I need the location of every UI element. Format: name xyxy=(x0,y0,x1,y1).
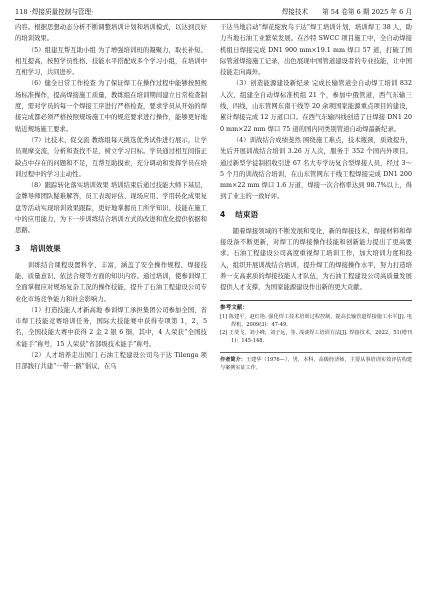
right-column xyxy=(220,22,412,372)
references xyxy=(220,300,412,346)
section-number-4: 4 xyxy=(220,209,226,219)
section-heading-3 xyxy=(15,243,207,254)
right-para-2: （3）创造能源建设新纪录 完成长输管道全自动焊工培训 832 人次，组建全自动焊标准机组 21 个，参加中俄管道，西气东输三线，四线，山东管网东南干线等 20 余项国家能源重点项目的建设，累计焊接完成 12 万道口口。在西气东输四线创造了日焊接 DN1 200 mm×22 mm 焊口 75 道的国内同类别管道自动焊最新纪录。 xyxy=(220,80,412,133)
author-bio-label: 作者简介： xyxy=(220,356,246,363)
right-para-3: （4）训战结合成绩斐然 围绕施工难点，技术瓶颈，质效提升，先后开展训战结合培训 3.26 万人次，服务于 352 个国内外项目。通过新型学徒制招收引进 67 名大专学历复合型焊接人员，经过 3～5 个月的训战结合培训，在山东管网东干线工程焊接完成 DN1 200 mm×22 mm 焊口 1.6 万道，焊接一次合格率达到 98.7%以上，得到了业主的一致好评。 xyxy=(220,136,412,201)
section-title-4: 结束语 xyxy=(235,209,259,219)
left-para-7: （1）打造技能人才新高地 参训焊工承担集团公司参加全国、省市焊工技能竞赛培训任务，国际大技能赛中获得专项第 1，2，5 名，全国技能大赛中获得 2 金 2 银 6 铜，其中，4 人荣获“全国技术能手”称号，15 人荣获“省部级技术能手”称号。 xyxy=(15,306,207,348)
references-title: 参考文献： xyxy=(220,304,248,311)
left-para-4: （7）比技术、促交流 教练组每天挑选优秀试件进行展示，让学员观摩交流，分析和查找不足，树立学习目标。学员通过相互间指正缺点中存在的问题和不足，互帮互助摸索，充分调动和发挥学员在培训过程中的学习主动性。 xyxy=(15,136,207,178)
left-column xyxy=(15,22,207,373)
left-para-2: （5）组建互帮互助小组 为了增强培训班的凝聚力，取长补短、相互提高，按照学员性格、技能水平搭配成多个学习小组，在培训中互相学习，共同进步。 xyxy=(15,46,207,77)
right-para-1: 干达当地启动“焊花绽放乌干达”焊工培训计划，培训焊工 38 人，助力当地石油工业繁荣发展。在沙特 SWCC 项目施工中，全自动焊接机组日焊接完成 DN1 900 mm×19.1 mm 焊口 57 道，打破了国际管道焊接施工记录，出色展现中国管道建设者的专业技能，让中国技能走向海外。 xyxy=(220,24,412,77)
left-para-5: （8）跟踪转化落实培训效果 培训结束后通过技能大师下基层，金牌导师团队疑难解答，员工表现评估、现场应用、学用转化成果复盘等活动实现培训效果跟踪，更好地掌握员工所学知识、技能在施工中的应用能力，为下一步训练结合培训方式的改进和优化提供依据和思路。 xyxy=(15,182,207,235)
section-number-3: 3 xyxy=(15,243,21,253)
right-para-4: 随着焊接领域的不断发展和变化，新的焊接技术、焊接材料和焊接设备不断更新，对焊工的焊接操作技能和创新能力提出了更高要求。石油工程建设公司高度重视焊工培训工作，加大培训力度和投入，组织开展训战结合培训，提升焊工的焊接操作水平，努力打造培养一支高素质的焊接技能人才队伍，为石油工程建设公司高质量发展提供人才支撑，为国家能源建设作出新的更大贡献。 xyxy=(220,227,412,292)
reference-item-2: [2] 王斐飞，刘小峰，刘子远，等. 浅谈焊工培训方法[J]. 焊接技术，2022，51(增刊 1)：145-148. xyxy=(220,330,412,345)
header-rule xyxy=(15,19,412,20)
header-issue: 第 54 卷第 6 期 2025 年 6 月 xyxy=(322,8,412,16)
left-para-6: 训练结合课程设置科学、丰富，涵盖了安全操作规程、焊接技能、质量意识、依法合规等方面的知识内容。通过培训，使参训焊工全面掌握应对规场复杂工况的操作技能，提升了石油工程建设公司专业化市场竞争能力和社会影响力。 xyxy=(15,261,207,303)
left-para-3: （6）健全日常工作检查 为了保证焊工在操作过程中能够按照规场标准操作，提高焊接施工质量，教练组在培训期间建立日常检查制度，需对学员的每一个焊接工序进行严格检查，要求学员从开始的焊接完成都必须严格按照规场施工中的规范要求进行操作，能够更好地贴近规场施工要求。 xyxy=(15,80,207,133)
header-journal-name: 焊接技术 xyxy=(281,8,309,16)
section-title-3: 培训效果 xyxy=(30,243,61,253)
left-para-1: 内容。根据思想动态分析不断调整培训计划和培训模式，以达到良好的培训效果。 xyxy=(15,24,207,43)
author-bio-text: 王建华（1976—），男，本科，高级经济师，主要从事培训实效评估构建与案例实证工作。 xyxy=(220,356,412,372)
header-journal-info xyxy=(282,7,412,17)
left-para-8: （2）人才培养走出国门 石油工程建设公司乌干达 Tilenga 项目部践行共建“一带一路”倡议，在乌 xyxy=(15,352,207,371)
section-heading-4 xyxy=(220,209,412,220)
running-header xyxy=(15,7,412,17)
reference-item-1: [1] 陈建平，赵红艳. 强化焊工技术培训过程控制，提高长输管道焊接施工水平[J]. 电焊机，2009(3)：47-49. xyxy=(220,313,412,328)
author-bio xyxy=(220,352,412,373)
header-page-section: 118 ·焊接质量控制与管理· xyxy=(15,8,94,16)
